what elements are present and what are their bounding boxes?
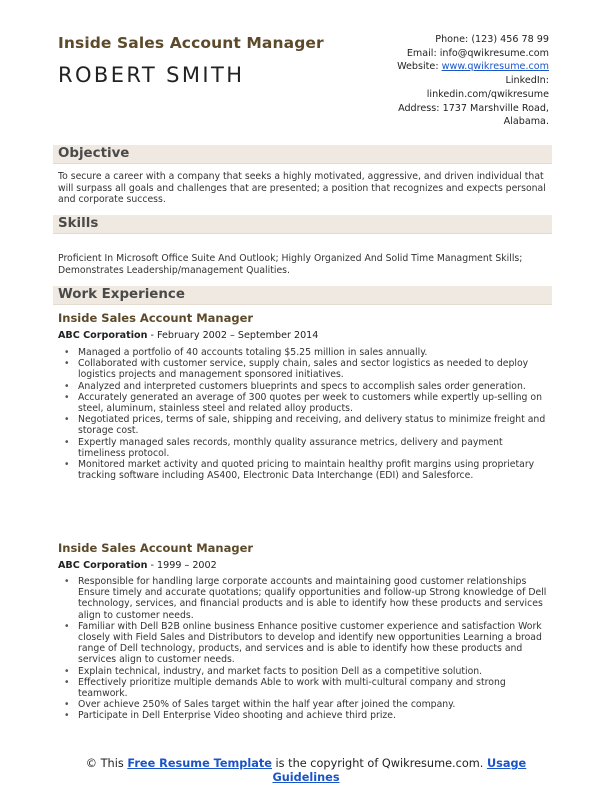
- list-item: • Effectively prioritize multiple demands Able to work with multi-cultural company and strong teamwork.: [58, 677, 550, 699]
- list-item: • Monitored market activity and quoted pricing to maintain healthy profit margins using proprietary tracking software including AS400, Electronic Data Interchange (EDI) and Salesforce.: [58, 459, 550, 481]
- skills-section-header: [53, 215, 552, 234]
- footer-prefix: © This: [85, 757, 128, 770]
- list-item: • Familiar with Dell B2B online business Enhance positive customer experience and satisfaction Work closely with Field Sales and Distributors to develop and identify new opportunities Learning a broad range of Dell technology, products, and services and is able to identify how these products and services align to customer needs.: [58, 621, 550, 666]
- footer-middle: is the copyright of Qwikresume.com.: [271, 757, 487, 770]
- job-2-company: ABC Corporation: [58, 560, 148, 571]
- job-2-dates: - 1999 – 2002: [147, 560, 217, 571]
- skills-text: Proficient In Microsoft Office Suite And Outlook; Highly Organized And Solid Time Managment Skills; Demonstrates Leadership/management Qualities.: [58, 253, 523, 276]
- footer: [0, 757, 612, 784]
- objective-text: To secure a career with a company that seeks a highly motivated, aggressive, and driven individual that will surpass all goals and challenges that are presented; a position that recognizes and expects personal and corporate success.: [58, 171, 546, 206]
- list-item: • Over achieve 250% of Sales target within the half year after joined the company.: [58, 699, 550, 710]
- person-name: ROBERT SMITH: [58, 63, 245, 87]
- job-1-bullets: [58, 347, 550, 481]
- contact-address-2: [397, 115, 549, 129]
- experience-section-header: [53, 286, 552, 305]
- job-2-bullets: [58, 576, 550, 722]
- list-item: • Managed a portfolio of 40 accounts totaling $5.25 million in sales annually.: [58, 347, 550, 358]
- contact-address: [397, 102, 549, 116]
- address-label: Address:: [398, 102, 440, 114]
- address-line-1: 1737 Marshville Road,: [442, 102, 549, 114]
- experience-heading: Work Experience: [58, 287, 185, 302]
- linkedin-label: LinkedIn:: [505, 75, 549, 87]
- usage-link-part-1[interactable]: Usage: [486, 757, 527, 770]
- list-item: • Accurately generated an average of 300 quotes per week to customers while expertly up-selling on steel, aluminum, stainless steel and related alloy products.: [58, 392, 550, 414]
- contact-linkedin: [397, 88, 549, 102]
- website-link[interactable]: www.qwikresume.com: [441, 61, 549, 73]
- job-2-title: Inside Sales Account Manager: [58, 541, 254, 555]
- list-item: • Collaborated with customer service, supply chain, sales and sector logistics as needed to deploy logistics projects and management sponsored initiatives.: [58, 358, 550, 380]
- list-item: • Responsible for handling large corporate accounts and maintaining good customer relationships Ensure timely and accurate quotations; qualify opportunities and follow-up Strong knowledge of Dell technology, services, and financial products and is able to identify how these products and services align to customer needs.: [58, 576, 550, 621]
- objective-section-header: [53, 145, 552, 164]
- usage-guidelines-link[interactable]: Guidelines: [272, 770, 340, 784]
- list-item: • Participate in Dell Enterprise Video shooting and achieve third prize.: [58, 710, 550, 721]
- phone-label: Phone:: [435, 34, 469, 45]
- list-item: • Expertly managed sales records, monthly quality assurance metrics, delivery and payment timeliness protocol.: [58, 437, 550, 459]
- contact-website: [397, 60, 549, 74]
- website-label: Website:: [397, 61, 439, 73]
- job-1-company: ABC Corporation: [58, 330, 148, 341]
- resume-job-title: Inside Sales Account Manager: [58, 34, 324, 52]
- email-label: Email:: [406, 47, 437, 59]
- job-1-title: Inside Sales Account Manager: [58, 311, 254, 325]
- job-1-dates: - February 2002 – September 2014: [147, 330, 319, 341]
- phone-value: (123) 456 78 99: [471, 34, 549, 45]
- email-value: info@qwikresume.com: [439, 47, 549, 59]
- address-line-2: Alabama.: [503, 116, 549, 128]
- skills-heading: Skills: [58, 216, 99, 231]
- list-item: • Explain technical, industry, and market facts to position Dell as a competitive solution.: [58, 666, 550, 677]
- linkedin-value: linkedin.com/qwikresume: [426, 88, 549, 100]
- contact-email: [397, 47, 549, 61]
- list-item: • Negotiated prices, terms of sale, shipping and receiving, and delivery status to minimize freight and storage cost.: [58, 414, 550, 436]
- contact-linkedin-label-line: [397, 74, 549, 88]
- contact-phone: [397, 33, 549, 47]
- contact-block: [397, 33, 549, 129]
- job-2-company-line: [58, 560, 217, 571]
- list-item: • Analyzed and interpreted customers blueprints and specs to accomplish sales order generation.: [58, 381, 550, 392]
- free-resume-template-link[interactable]: Free Resume Template: [127, 757, 272, 770]
- objective-heading: Objective: [58, 146, 130, 161]
- job-1-company-line: [58, 330, 318, 341]
